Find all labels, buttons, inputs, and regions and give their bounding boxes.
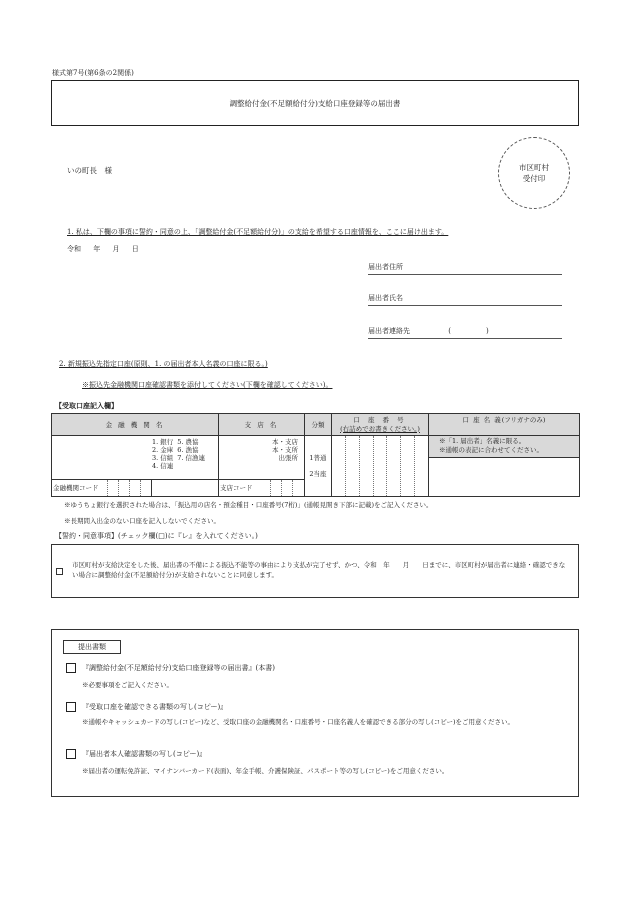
form-title: 調整給付金(不足額給付分)支給口座登録等の届出書 bbox=[229, 98, 401, 108]
doc1-note: ※必要事項をご記入ください。 bbox=[82, 681, 173, 689]
account-type-cell[interactable] bbox=[305, 436, 332, 497]
doc3-note: ※届出者の運転免許証、マイナンバーカード(表面)、年金手帳、介護保険証、パスポート等の写し(コピー)をご用意ください。 bbox=[82, 767, 449, 775]
branch-type: 出張所 bbox=[278, 454, 298, 462]
date-line bbox=[67, 244, 139, 254]
branch-code-row bbox=[219, 479, 304, 496]
consent-checkbox[interactable] bbox=[56, 568, 63, 575]
header-holder-title: 口 座 名 義 bbox=[462, 416, 502, 424]
reception-stamp-area bbox=[498, 137, 570, 209]
date-month[interactable]: 月 bbox=[112, 245, 120, 253]
header-account-sub: (右詰めでお書きください。) bbox=[340, 424, 420, 433]
documents-title: 提出書類 bbox=[63, 640, 121, 654]
bank-type: 4. 信連 bbox=[152, 462, 174, 470]
doc1-checkbox[interactable] bbox=[66, 663, 76, 673]
account-type: 1普通 bbox=[309, 454, 327, 462]
bank-type: 6. 漁協 bbox=[177, 446, 199, 454]
section2-heading: 2. 新規振込先指定口座(原則、1. の届出者本人名義の口座に限る。) bbox=[59, 360, 268, 368]
branch-type: 本・支店 bbox=[272, 438, 298, 446]
consent-text: 市区町村が支給決定をした後、届出書の不備による振込不能等の事由により支払が完了せず、かつ、令和 年 月 日までに、市区町村が届出者に連絡・確認できない場合に調整給付金(不足額給付分)が支給されないことに同意します。 bbox=[72, 561, 566, 579]
account-holder-cell[interactable] bbox=[429, 436, 580, 497]
bank-type: 2. 金庫 bbox=[152, 446, 174, 454]
bank-type: 1. 銀行 bbox=[152, 438, 174, 446]
stamp-line2: 受付印 bbox=[522, 174, 546, 183]
form-number: 様式第7号(第6条の2関係) bbox=[52, 69, 134, 77]
stamp-line1: 市区町村 bbox=[519, 163, 549, 172]
branch-code-label: 支店コード bbox=[220, 484, 253, 492]
header-account-title: 口 座 番 号 bbox=[353, 415, 407, 424]
applicant-name-label: 届出者氏名 bbox=[368, 294, 403, 302]
applicant-address-label: 届出者住所 bbox=[368, 263, 403, 271]
applicant-address-field[interactable] bbox=[368, 262, 562, 275]
date-era: 令和 bbox=[67, 245, 81, 253]
header-account bbox=[332, 414, 429, 436]
contact-paren: ( ) bbox=[448, 327, 489, 335]
bank-code-row bbox=[52, 479, 218, 496]
bank-cell[interactable] bbox=[52, 436, 219, 497]
bank-type: 7. 信漁連 bbox=[177, 454, 206, 462]
holder-note1: ※「1. 届出者」名義に限る。 bbox=[439, 437, 526, 445]
holder-note2: ※通帳の表記に合わせてください。 bbox=[439, 446, 543, 454]
doc3-label: 『届出者本人確認書類の写し(コピー)』 bbox=[82, 750, 207, 758]
applicant-contact-label: 届出者連絡先 bbox=[368, 327, 410, 335]
header-holder-sub: (フリガナのみ) bbox=[501, 416, 546, 424]
doc2-label: 『受取口座を確認できる書類の写し(コピー)』 bbox=[82, 703, 228, 711]
branch-cell[interactable] bbox=[219, 436, 305, 497]
header-branch: 支 店 名 bbox=[219, 414, 305, 436]
section2-note: ※振込先金融機関口座確認書類を添付してください(下欄を確認してください)。 bbox=[82, 381, 333, 389]
account-digit-boxes bbox=[332, 436, 428, 496]
doc1-label: 『調整給付金(不足額給付分)支給口座登録等の届出書』(本書) bbox=[82, 664, 275, 672]
bank-type: 3. 信組 bbox=[152, 454, 174, 462]
date-year[interactable]: 年 bbox=[93, 245, 101, 253]
addressee: いの町長 様 bbox=[67, 166, 112, 175]
applicant-contact-field[interactable] bbox=[368, 326, 562, 339]
title-box bbox=[51, 80, 579, 126]
longterm-note: ※長期間入出金のない口座を記入しないでください。 bbox=[64, 517, 220, 525]
holder-notes bbox=[429, 436, 579, 458]
branch-type-list bbox=[272, 438, 298, 462]
account-table-label: 【受取口座記入欄】 bbox=[55, 401, 118, 410]
doc2-note: ※通帳やキャッシュカードの写し(コピー)など、受取口座の金融機関名・口座番号・口座名義人を確認できる部分の写し(コピー)をご用意ください。 bbox=[82, 718, 514, 726]
doc3-checkbox[interactable] bbox=[66, 749, 76, 759]
date-day[interactable]: 日 bbox=[131, 245, 139, 253]
doc2-checkbox[interactable] bbox=[66, 702, 76, 712]
bank-type-list bbox=[152, 438, 205, 470]
header-bank: 金 融 機 関 名 bbox=[52, 414, 219, 436]
account-number-cell[interactable] bbox=[332, 436, 429, 497]
yucho-note: ※ゆうちょ銀行を選択された場合は、「振込用の店名・預金種目・口座番号(7桁)」(通帳見開き下部に記載)をご記入ください。 bbox=[64, 501, 433, 509]
branch-type: 本・支所 bbox=[272, 446, 298, 454]
header-holder bbox=[429, 414, 580, 436]
bank-type: 5. 農協 bbox=[177, 438, 199, 446]
header-type: 分類 bbox=[305, 414, 332, 436]
bank-code-label: 金融機関コード bbox=[53, 484, 99, 492]
section1-statement: 1. 私は、下欄の事項に誓約・同意の上、「調整給付金(不足額給付分)」の支給を希望する口座情報を、ここに届け出ます。 bbox=[67, 228, 449, 236]
account-table bbox=[51, 413, 580, 497]
account-type: 2当座 bbox=[309, 470, 327, 478]
applicant-name-field[interactable] bbox=[368, 293, 562, 306]
consent-label: 【誓約・同意事項】(チェック欄(□)に『レ』を入れてください。) bbox=[55, 532, 258, 540]
